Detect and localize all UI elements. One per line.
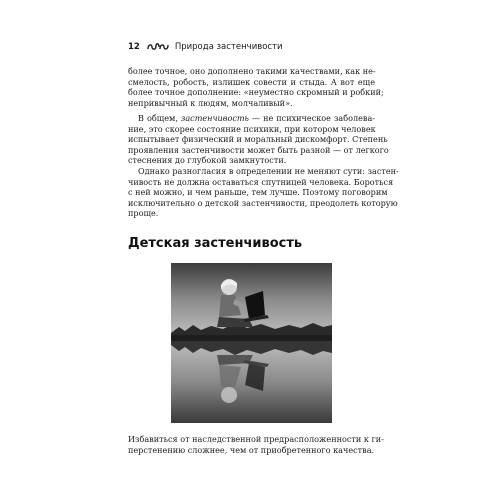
- text-line: [128, 113, 375, 124]
- text-line: перстенению сложнее, чем от приобретенного качества.: [128, 444, 375, 455]
- text-line: исключительно о детской застенчивости, преодолеть которую: [128, 197, 398, 208]
- paragraph-2: [128, 113, 389, 166]
- text-line: ние, это скорее состояние психики, при котором человек: [128, 123, 376, 134]
- text-line: более точное дополнение: «неуместно скромный и робкий;: [128, 87, 384, 98]
- section-title: Природа застенчивости: [174, 42, 283, 52]
- photo-caption: [128, 434, 384, 455]
- text-line: испытывает физический и моральный дискомфорт. Степень: [128, 134, 388, 145]
- text-fragment: В общем,: [138, 113, 181, 123]
- text-line: проще.: [128, 208, 159, 219]
- text-line: проявления застенчивости может быть разной — от легкого: [128, 144, 389, 155]
- emphasized-term: застенчивость: [180, 113, 249, 123]
- ornament-icon: [147, 43, 169, 51]
- photo-child-with-laptop-reflection: [171, 263, 332, 423]
- text-line: Однако разногласия в определении не меняют сути: застен-: [138, 166, 399, 176]
- page-number: 12: [128, 42, 140, 52]
- text-line: с ней можно, и чем раньше, тем лучше. Поэтому поговорим: [128, 187, 388, 198]
- paragraph-1: [128, 66, 384, 108]
- paragraph-3: [128, 166, 399, 219]
- subheading: Детская застенчивость: [128, 236, 303, 251]
- text-line: Избавиться от наследственной предрасположенности к ги-: [128, 434, 384, 444]
- text-line: чивость не должна оставаться спутницей человека. Бороться: [128, 176, 394, 187]
- text-line: непривычный к людям, молчаливый».: [128, 97, 293, 108]
- text-line: более точное, оно дополнено такими качествами, как не-: [128, 66, 376, 76]
- text-fragment: — не психическое заболева-: [248, 113, 375, 123]
- text-line: смелость, робость, излишек совести и стыда. А вот еще: [128, 76, 375, 87]
- running-head: [128, 41, 378, 53]
- text-line: стеснения до глубокой замкнутости.: [128, 155, 287, 166]
